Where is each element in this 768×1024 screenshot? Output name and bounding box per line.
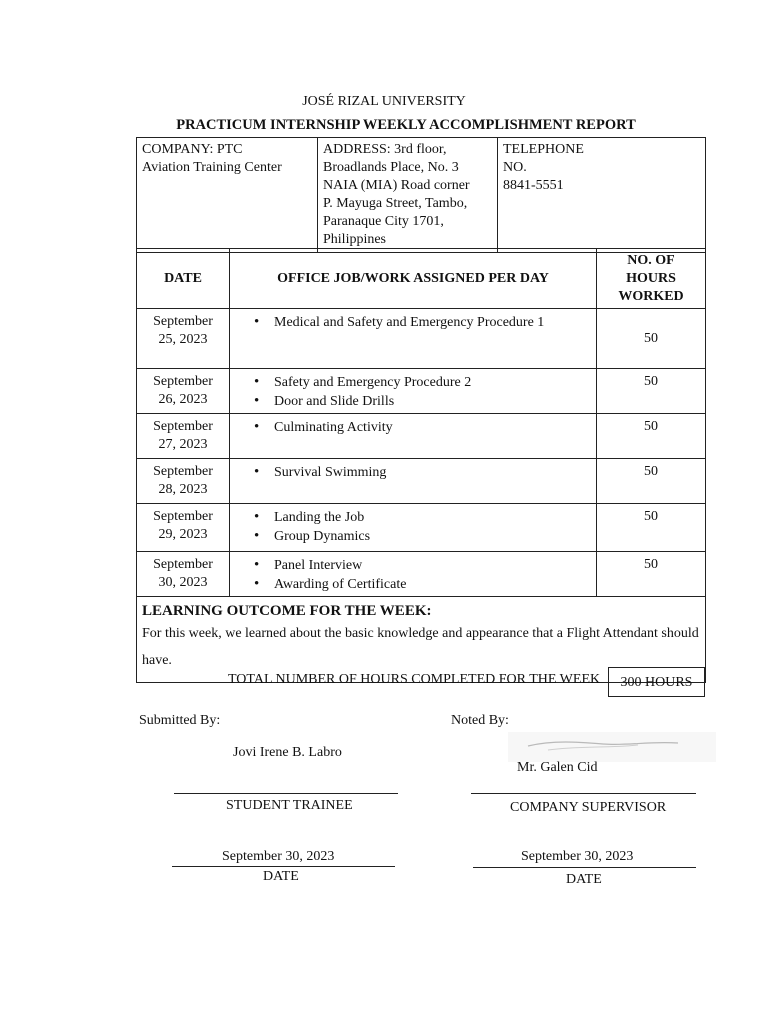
date-line: 28, 2023 [158,482,208,497]
report-title: PRACTICUM INTERNSHIP WEEKLY ACCOMPLISHMENT REPORT [176,117,636,133]
date-line: September [153,374,213,389]
supervisor-date-line [473,867,696,868]
hours-cell: 50 [597,504,706,552]
task-item: • Survival Swimming [252,463,596,482]
student-name: Jovi Irene B. Labro [233,745,342,760]
submitted-by-label: Submitted By: [139,713,221,728]
hours-cell: 50 [597,459,706,504]
table-header-row [137,249,706,309]
table-row [137,504,706,552]
company-line: COMPANY: PTC [142,142,243,157]
supervisor-name: Mr. Galen Cid [517,760,598,775]
total-hours-label: TOTAL NUMBER OF HOURS COMPLETED FOR THE WEEK [228,672,601,687]
task-item: • Door and Slide Drills [252,392,596,411]
hours-cell: 50 [597,552,706,597]
date-line: 27, 2023 [158,437,208,452]
outcome-text: For this week, we learned about the basic knowledge and appearance that a Flight Attendant should have. [142,626,699,668]
table-row [137,369,706,414]
date-cell [137,414,230,459]
task-item: • Panel Interview [252,556,596,575]
address-cell [318,138,498,253]
address-line: NAIA (MIA) Road corner [323,178,470,193]
task-cell [230,369,597,414]
date-header: DATE [137,249,230,309]
task-cell [230,414,597,459]
outcome-title: LEARNING OUTCOME FOR THE WEEK: [142,603,432,619]
work-log-table [136,248,706,683]
date-line: 25, 2023 [158,332,208,347]
date-line: 29, 2023 [158,527,208,542]
hours-header-line: WORKED [618,288,684,304]
task-item: • Medical and Safety and Emergency Procedure 1 [252,313,596,332]
hours-header-line: HOURS [626,270,676,286]
date-cell [137,369,230,414]
table-row [137,309,706,369]
date-line: September [153,464,213,479]
date-cell [137,309,230,369]
address-line: Philippines [323,232,387,247]
student-date-line [172,866,395,867]
address-line: ADDRESS: 3rd floor, [323,142,447,157]
student-role: STUDENT TRAINEE [226,798,353,813]
telephone-line: 8841-5551 [503,178,564,193]
task-item: • Group Dynamics [252,527,596,546]
task-item: • Safety and Emergency Procedure 2 [252,373,596,392]
university-name: JOSÉ RIZAL UNIVERSITY [302,94,466,109]
table-row [137,552,706,597]
date-cell [137,459,230,504]
date-line: 30, 2023 [158,575,208,590]
supervisor-signature-line [471,793,696,794]
task-item: • Awarding of Certificate [252,575,596,594]
noted-by-label: Noted By: [451,713,509,728]
address-line: P. Mayuga Street, Tambo, [323,196,468,211]
date-cell [137,552,230,597]
hours-header [597,249,706,309]
total-hours-value: 300 HOURS [608,667,705,697]
supervisor-role: COMPANY SUPERVISOR [510,800,667,815]
company-line: Aviation Training Center [142,160,282,175]
task-cell [230,552,597,597]
company-info-table [136,137,706,253]
student-date: September 30, 2023 [222,849,335,864]
address-line: Paranaque City 1701, [323,214,444,229]
task-cell [230,459,597,504]
supervisor-signature [508,732,716,762]
hours-header-line: NO. OF [627,252,675,268]
date-line: September [153,509,213,524]
date-line: September [153,314,213,329]
hours-cell: 50 [597,309,706,369]
date-line: 26, 2023 [158,392,208,407]
task-item: • Landing the Job [252,508,596,527]
task-cell [230,504,597,552]
telephone-line: TELEPHONE [503,142,584,157]
address-line: Broadlands Place, No. 3 [323,160,459,175]
work-header: OFFICE JOB/WORK ASSIGNED PER DAY [230,249,597,309]
table-row [137,459,706,504]
student-signature-line [174,793,398,794]
company-cell [137,138,318,253]
date-line: September [153,419,213,434]
task-item: • Culminating Activity [252,418,596,437]
table-row [137,414,706,459]
telephone-cell [498,138,706,253]
supervisor-date: September 30, 2023 [521,849,634,864]
date-line: September [153,557,213,572]
task-cell [230,309,597,369]
hours-cell: 50 [597,414,706,459]
telephone-line: NO. [503,160,527,175]
student-date-label: DATE [263,869,299,884]
hours-cell: 50 [597,369,706,414]
supervisor-date-label: DATE [566,872,602,887]
date-cell [137,504,230,552]
